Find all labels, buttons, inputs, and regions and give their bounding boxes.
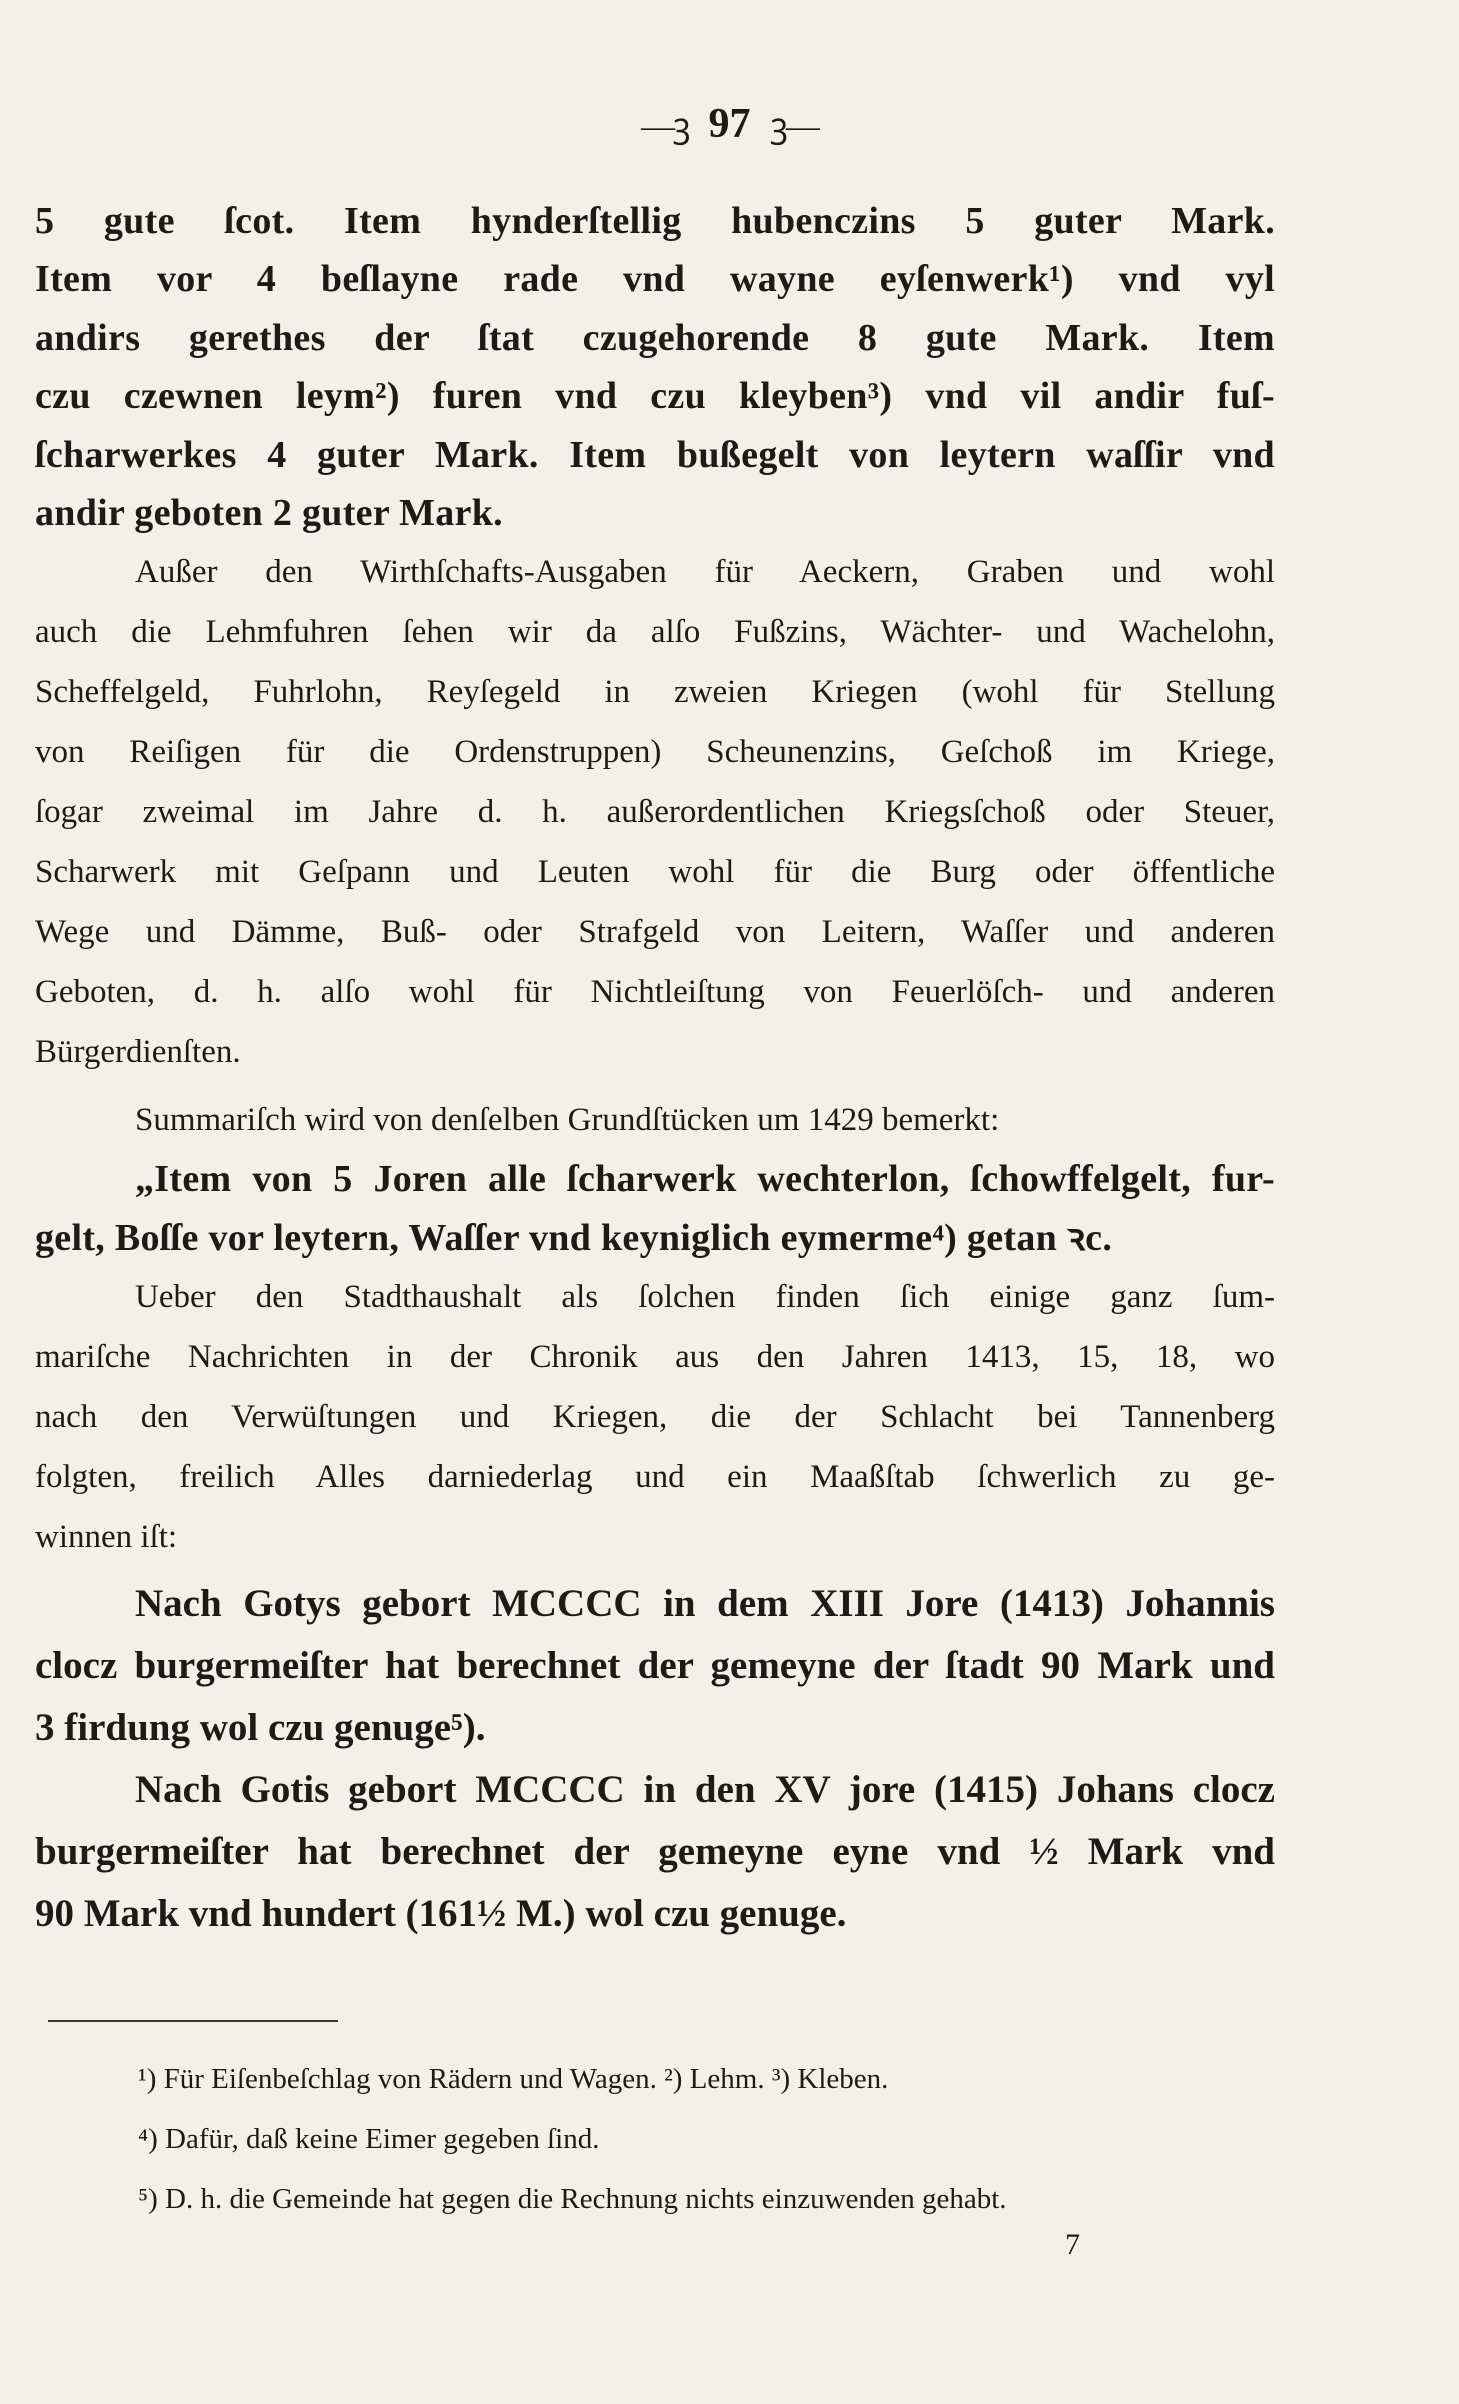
text-line: ſcharwerkes 4 guter Mark. Item bußegelt von leytern waſſir vnd [35,433,1275,476]
text-line: 5 gute ſcot. Item hynderſtellig hubenczins 5 guter Mark. [35,200,1275,242]
text-line: „Item von 5 Joren alle ſcharwerk wechterlon, ſchowffelgelt, fur- [135,1158,1275,1201]
text-line: 3 firdung wol czu genuge⁵). [35,1706,486,1750]
page-body [35,192,1275,1945]
page-header [0,100,1459,148]
text-line: ſogar zweimal im Jahre d. h. außerordentlichen Kriegsſchoß oder Steuer, [35,794,1275,831]
ornament-left: —ꝫ [641,108,689,145]
ornament-right: ꝫ— [770,108,818,145]
text-line: auch die Lehmfuhren ſehen wir da alſo Fußzins, Wächter- und Wachelohn, [35,614,1275,651]
text-line: Scharwerk mit Geſpann und Leuten wohl für die Burg oder öffentliche [35,854,1275,891]
footnote: ¹) Für Eiſenbeſchlag von Rädern und Wagen. ²) Lehm. ³) Kleben. [138,2063,889,2095]
text-line: Scheffelgeld, Fuhrlohn, Reyſegeld in zweien Kriegen (wohl für Stellung [35,674,1275,711]
footnote: ⁴) Dafür, daß keine Eimer gegeben ſind. [138,2123,600,2155]
text-line: Nach Gotys gebort MCCCC in dem XIII Jore (1413) Johannis [135,1582,1275,1626]
text-line: Geboten, d. h. alſo wohl für Nichtleiſtung von Feuerlöſch- und anderen [35,974,1275,1011]
signature-mark: 7 [1065,2228,1080,2261]
text-line: von Reiſigen für die Ordenstruppen) Scheunenzins, Geſchoß im Kriege, [35,734,1275,771]
text-line: Nach Gotis gebort MCCCC in den XV jore (1415) Johans clocz [135,1768,1275,1812]
text-line: gelt, Boſſe vor leytern, Waſſer vnd keyniglich eymerme⁴) getan ꝛc. [35,1216,1113,1259]
footnote-rule [48,2020,338,2022]
text-line: Bürgerdienſten. [35,1034,241,1071]
text-line: 90 Mark vnd hundert (161½ M.) wol czu genuge. [35,1892,847,1936]
text-line: clocz burgermeiſter hat berechnet der gemeyne der ſtadt 90 Mark und [35,1644,1275,1688]
text-line: Ueber den Stadthaushalt als ſolchen finden ſich einige ganz ſum- [135,1279,1275,1316]
page-number: 97 [708,101,751,147]
text-line: nach den Verwüſtungen und Kriegen, die der Schlacht bei Tannenberg [35,1399,1275,1436]
text-line: winnen iſt: [35,1519,178,1556]
text-line: czu czewnen leym²) furen vnd czu kleyben³) vnd vil andir fuſ- [35,375,1275,418]
text-line: folgten, freilich Alles darniederlag und ein Maaßſtab ſchwerlich zu ge- [35,1459,1275,1496]
text-line: Item vor 4 beſlayne rade vnd wayne eyſenwerk¹) vnd vyl [35,258,1275,301]
text-line: mariſche Nachrichten in der Chronik aus den Jahren 1413, 15, 18, wo [35,1339,1275,1376]
text-line: andirs gerethes der ſtat czugehorende 8 gute Mark. Item [35,316,1275,359]
text-line: Summariſch wird von denſelben Grundſtücken um 1429 bemerkt: [135,1102,1000,1139]
text-line: andir geboten 2 guter Mark. [35,491,503,534]
text-line: Außer den Wirthſchafts-Ausgaben für Aeckern, Graben und wohl [135,554,1275,591]
text-line: Wege und Dämme, Buß- oder Strafgeld von Leitern, Waſſer und anderen [35,914,1275,951]
text-line: burgermeiſter hat berechnet der gemeyne eyne vnd ½ Mark vnd [35,1830,1275,1874]
footnote: ⁵) D. h. die Gemeinde hat gegen die Rechnung nichts einzuwenden gehabt. [138,2183,1007,2215]
